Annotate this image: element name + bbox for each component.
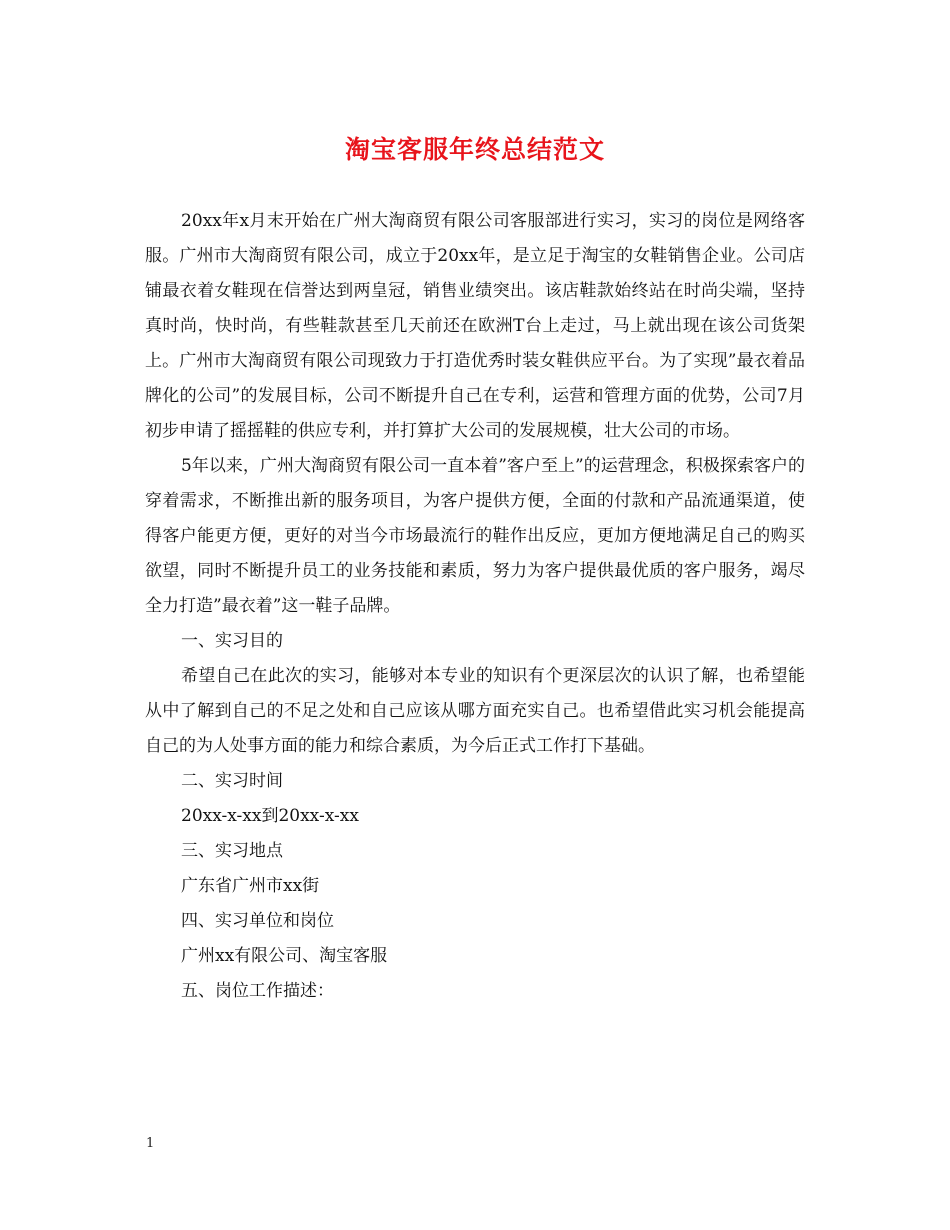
- heading-internship-unit: 四、实习单位和岗位: [181, 911, 334, 931]
- heading-internship-location: 三、实习地点: [181, 841, 283, 861]
- paragraph-internship-time: 20xx-x-xx到20xx-x-xx: [181, 806, 359, 826]
- paragraph-internship-unit: 广州xx有限公司、淘宝客服: [181, 946, 388, 966]
- paragraph-internship-purpose: 希望自己在此次的实习，能够对本专业的知识有个更深层次的认识了解，也希望能从中了解到自己的不足之处和自己应该从哪方面充实自己。也希望借此实习机会能提高自己的为人处事方面的能力和综合素质，为今后正式工作打下基础。: [145, 666, 805, 756]
- document-body: [145, 204, 805, 1009]
- document-title: 淘宝客服年终总结范文: [344, 135, 605, 164]
- heading-job-description: 五、岗位工作描述：: [181, 981, 334, 1001]
- paragraph-company-intro: 20xx年x月末开始在广州大淘商贸有限公司客服部进行实习，实习的岗位是网络客服。广州市大淘商贸有限公司，成立于20xx年，是立足于淘宝的女鞋销售企业。公司店铺最衣着女鞋现在信誉达到两皇冠，销售业绩突出。该店鞋款始终站在时尚尖端，坚持真时尚，快时尚，有些鞋款甚至几天前还在欧洲T台上走过，马上就出现在该公司货架上。广州市大淘商贸有限公司现致力于打造优秀时装女鞋供应平台。为了实现”最衣着品牌化的公司”的发展目标，公司不断提升自己在专利，运营和管理方面的优势，公司7月初步申请了摇摇鞋的供应专利，并打算扩大公司的发展规模，壮大公司的市场。: [145, 211, 805, 441]
- paragraph-company-philosophy: 5年以来，广州大淘商贸有限公司一直本着”客户至上”的运营理念，积极探索客户的穿着需求，不断推出新的服务项目，为客户提供方便，全面的付款和产品流通渠道，使得客户能更方便，更好的对当今市场最流行的鞋作出反应，更加方便地满足自己的购买欲望，同时不断提升员工的业务技能和素质，努力为客户提供最优质的客户服务，竭尽全力打造”最衣着”这一鞋子品牌。: [145, 456, 805, 616]
- heading-internship-time: 二、实习时间: [181, 771, 283, 791]
- paragraph-internship-location: 广东省广州市xx街: [181, 876, 320, 896]
- heading-internship-purpose: 一、实习目的: [181, 631, 283, 651]
- page-number: 1: [146, 1136, 155, 1151]
